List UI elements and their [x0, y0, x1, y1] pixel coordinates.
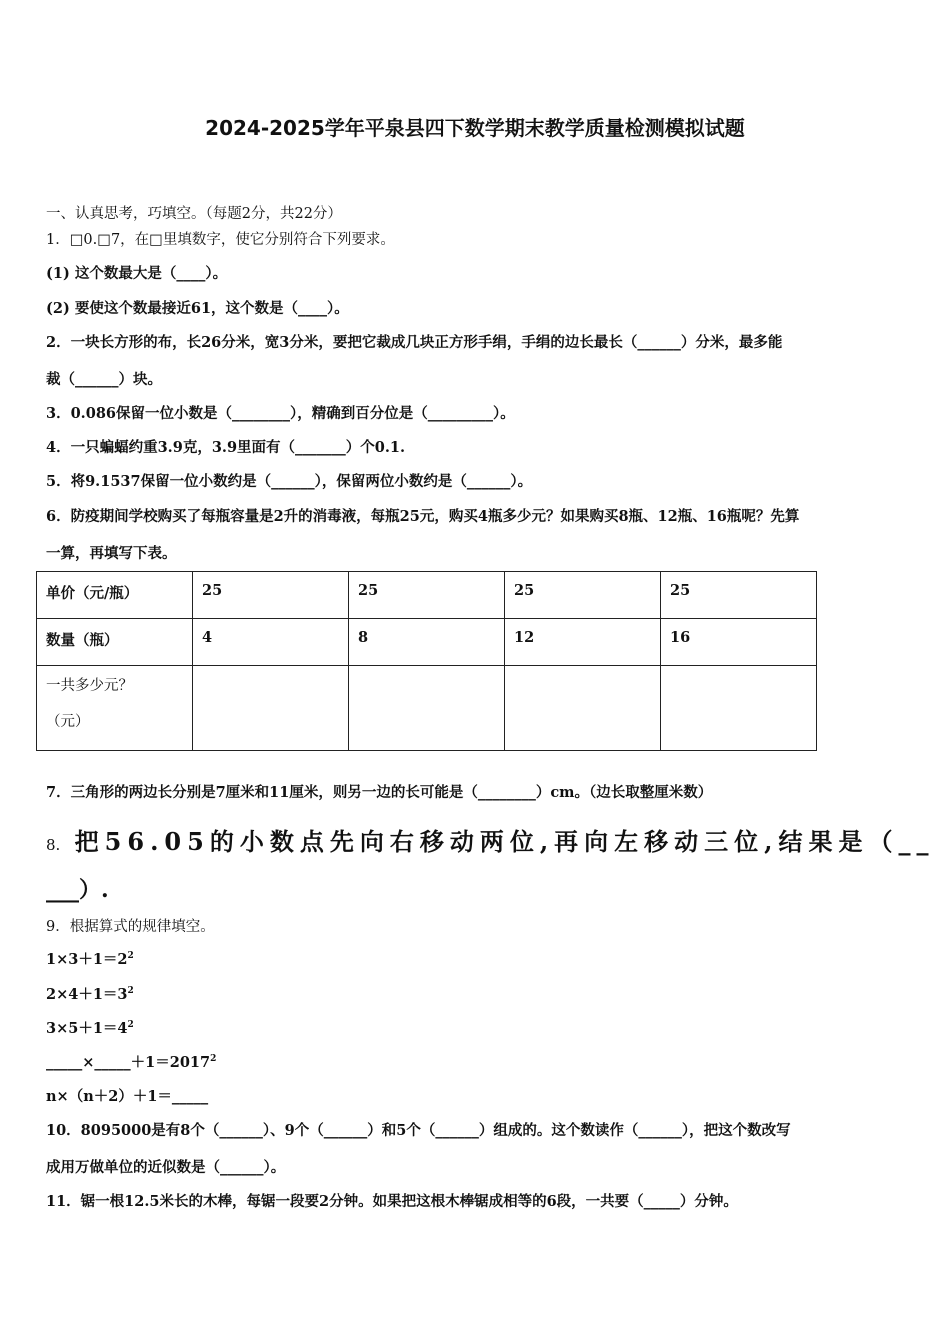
question-7: 7．三角形的两边长分别是7厘米和11厘米，则另一边的长可能是（________）cm。（边长取整厘米数） [46, 784, 713, 801]
total-label: 一共多少元？ [46, 678, 133, 694]
total-unit: （元） [46, 714, 90, 730]
table-row [37, 572, 817, 619]
pattern-line-3: $3\times 5+1=4^2$ [46, 1020, 134, 1037]
question-8 [46, 822, 935, 857]
question-6-line-2: 一算，再填写下表。 [46, 545, 177, 562]
table-cell-empty[interactable] [349, 666, 505, 751]
table-cell: 25 [661, 572, 817, 619]
table-cell: 12 [505, 619, 661, 666]
table-cell: 25 [193, 572, 349, 619]
question-1-part-1: (1) 这个数最大是（____）。 [46, 265, 228, 282]
table-cell-empty[interactable] [661, 666, 817, 751]
question-10-line-2: 成用万做单位的近似数是（______）。 [46, 1159, 286, 1176]
table-cell: 25 [349, 572, 505, 619]
table-cell-empty[interactable] [505, 666, 661, 751]
price-table [36, 571, 817, 751]
question-6-line-1: 6．防疫期间学校购买了每瓶容量是2升的消毒液，每瓶25元，购买4瓶多少元？如果购买8瓶、12瓶、16瓶呢？先算 [46, 508, 800, 525]
question-8-number: 8. [46, 836, 61, 854]
section-heading: 一、认真思考，巧填空。（每题2分，共22分） [46, 206, 342, 222]
question-8-text: 把56.05的小数点先向右移动两位,再向左移动三位,结果是（__ [74, 827, 935, 856]
question-3: 3．0.086保留一位小数是（________），精确到百分位是（_________）。 [46, 405, 515, 422]
question-5: 5．将9.1537保留一位小数约是（______），保留两位小数约是（______）。 [46, 473, 533, 490]
table-cell-label: 单价（元/瓶） [37, 572, 193, 619]
question-8-end: ___）. [46, 877, 109, 903]
question-11: 11．锯一根12.5米长的木棒，每锯一段要2分钟。如果把这根木棒锯成相等的6段，一共要（_____）分钟。 [46, 1193, 738, 1210]
pattern-line-2: $2\times 4+1=3^2$ [46, 986, 134, 1003]
table-cell-empty[interactable] [193, 666, 349, 751]
table-cell: 8 [349, 619, 505, 666]
question-4: 4．一只蝙蝠约重3.9克，3.9里面有（_______）个0.1. [46, 439, 406, 456]
question-9: 9．根据算式的规律填空。 [46, 919, 215, 935]
table-cell-label [37, 666, 193, 751]
question-2-line-1: 2．一块长方形的布，长26分米，宽3分米，要把它裁成几块正方形手绢，手绢的边长最长（______）分米，最多能 [46, 334, 783, 351]
table-cell-label: 数量（瓶） [37, 619, 193, 666]
question-1: 1．□0.□7，在□里填数字，使它分别符合下列要求。 [46, 232, 395, 248]
pattern-line-4: $\_\_\_\_\_\times\_\_\_\_\_+1=2017^2$ [46, 1054, 217, 1071]
table-row [37, 666, 817, 751]
table-cell: 16 [661, 619, 817, 666]
question-1-part-2: (2) 要使这个数最接近61，这个数是（____）。 [46, 300, 349, 317]
question-2-line-2: 裁（______）块。 [46, 371, 162, 388]
page-title: 2024-2025学年平泉县四下数学期末教学质量检测模拟试题 [205, 116, 745, 140]
question-10-line-1: 10．8095000是有8个（______）、9个（______）和5个（______）组成的。这个数读作（______），把这个数改写 [46, 1122, 791, 1139]
table-cell: 4 [193, 619, 349, 666]
pattern-line-5: n×（n＋2）＋1＝_____ [46, 1088, 209, 1105]
table-row [37, 619, 817, 666]
table-cell: 25 [505, 572, 661, 619]
pattern-line-1: $1\times 3+1=2^2$ [46, 951, 134, 968]
